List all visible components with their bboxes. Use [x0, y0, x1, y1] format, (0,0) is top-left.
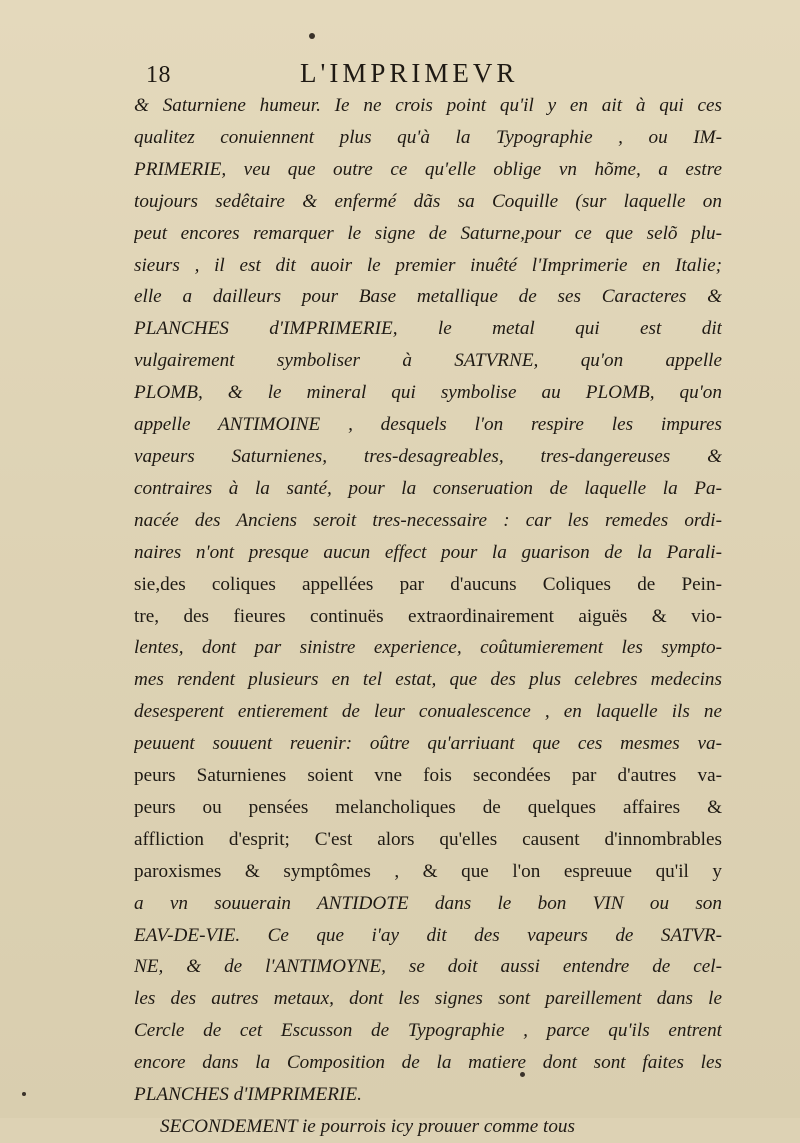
ink-speck: [309, 33, 315, 39]
body-text: [134, 90, 722, 1143]
text-line: nacée des Anciens seroit tres-necessaire : car les remedes ordi-: [134, 509, 722, 531]
text-line: contraires à la santé, pour la conseruation de laquelle la Pa-: [134, 477, 722, 499]
running-title: L'IMPRIMEVR: [300, 58, 519, 88]
text-line: elle a dailleurs pour Base metallique de ses Caracteres &: [134, 286, 722, 308]
text-line: les des autres metaux, dont les signes sont pareillement dans le: [134, 988, 722, 1010]
text-line: NE, & de l'ANTIMOYNE, se doit aussi entendre de cel-: [134, 956, 722, 978]
text-line: PLOMB, & le mineral qui symbolise au PLOMB, qu'on: [134, 382, 722, 404]
text-line: toujours sedêtaire & enfermé dãs sa Coquille (sur laquelle on: [134, 190, 722, 212]
text-line: affliction d'esprit; C'est alors qu'elles causent d'innombrables: [134, 828, 722, 850]
text-line: a vn souuerain ANTIDOTE dans le bon VIN ou son: [134, 892, 722, 914]
text-line: paroxismes & symptômes , & que l'on espreuue qu'il y: [134, 860, 722, 882]
text-line: appelle ANTIMOINE , desquels l'on respire les impures: [134, 414, 722, 436]
text-line: EAV-DE-VIE. Ce que i'ay dit des vapeurs de SATVR-: [134, 924, 722, 946]
text-line: encore dans la Composition de la matiere dont sont faites les: [134, 1052, 722, 1074]
text-line: PLANCHES d'IMPRIMERIE.: [134, 1084, 362, 1106]
text-line: peuuent souuent reuenir: oûtre qu'arriuant que ces mesmes va-: [134, 733, 722, 755]
text-line: & Saturniene humeur. Ie ne crois point qu'il y en ait à qui ces: [134, 95, 722, 116]
text-line: PLANCHES d'IMPRIMERIE, le metal qui est dit: [134, 318, 722, 340]
text-line: peurs Saturnienes soient vne fois secondées par d'autres va-: [134, 765, 722, 787]
page-number: 18: [146, 62, 171, 88]
text-line: peurs ou pensées melancholiques de quelques affaires &: [134, 796, 722, 818]
text-line: SECONDEMENT ie pourrois icy prouuer comme tous: [160, 1116, 575, 1137]
ink-speck: [22, 1092, 26, 1096]
text-line: sie,des coliques appellées par d'aucuns Coliques de Pein-: [134, 573, 722, 595]
text-line: Cercle de cet Escusson de Typographie , parce qu'ils entrent: [134, 1020, 722, 1042]
text-line: PRIMERIE, veu que outre ce qu'elle oblige vn hõme, a estre: [134, 158, 722, 180]
text-line: qualitez conuiennent plus qu'à la Typographie , ou IM-: [134, 126, 722, 148]
text-line: vapeurs Saturnienes, tres-desagreables, tres-dangereuses &: [134, 445, 722, 467]
text-line: lentes, dont par sinistre experience, coûtumierement les sympto-: [134, 637, 722, 659]
text-line: tre, des fieures continuës extraordinairement aiguës & vio-: [134, 605, 722, 627]
text-line: mes rendent plusieurs en tel estat, que des plus celebres medecins: [134, 669, 722, 691]
text-line: peut encores remarquer le signe de Saturne,pour ce que selõ plu-: [134, 222, 722, 244]
text-line: sieurs , il est dit auoir le premier inuêté l'Imprimerie en Italie;: [134, 254, 722, 276]
text-line: desesperent entierement de leur conualescence , en laquelle ils ne: [134, 701, 722, 723]
text-line: vulgairement symboliser à SATVRNE, qu'on appelle: [134, 350, 722, 372]
text-line: naires n'ont presque aucun effect pour la guarison de la Parali-: [134, 541, 722, 563]
